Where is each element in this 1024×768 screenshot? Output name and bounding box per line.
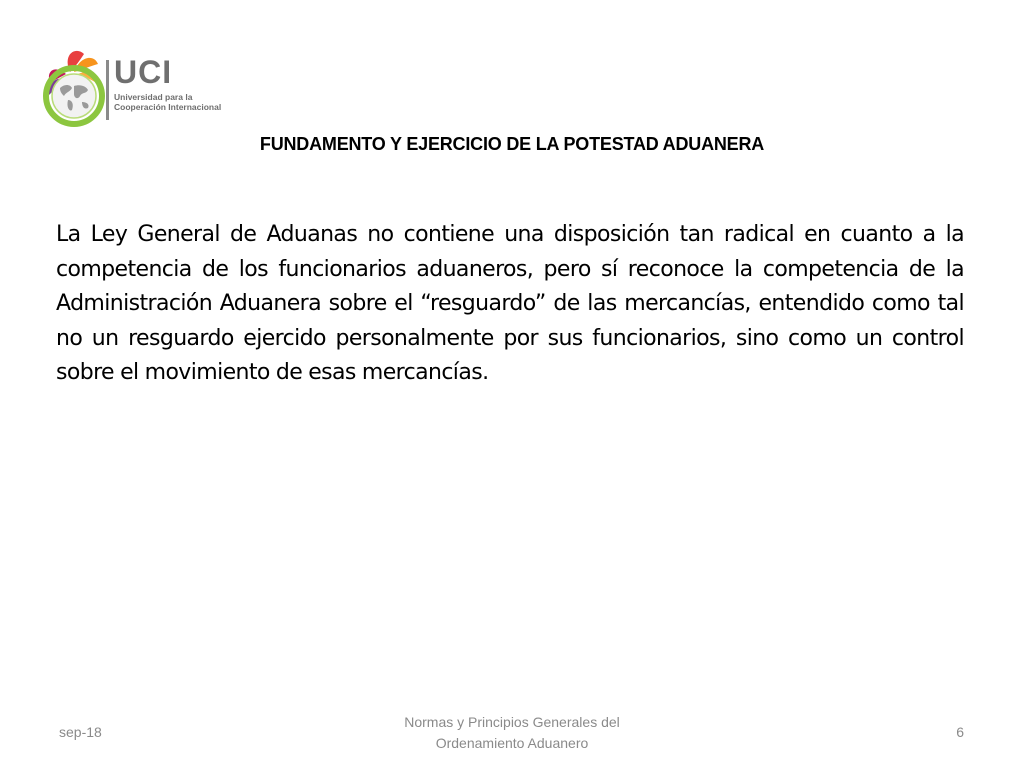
page-number: 6 [956, 724, 964, 740]
logo-line-1: Universidad para la [114, 92, 193, 102]
globe-swirl-icon [40, 42, 112, 128]
footer-date: sep-18 [59, 724, 102, 740]
slide-body: La Ley General de Aduanas no contiene una disposición tan radical en cuanto a la competencia de los funcionarios aduaneros, pero sí reconoce la competencia de la Administración Aduanera sobre el “resguardo” de las mercancías, entendido como tal no un resguardo ejercido personalmente por sus funcionarios, sino como un control sobre el movimiento de esas mercancías. [56, 222, 964, 385]
footer-title-line-1: Normas y Principios Generales del [404, 714, 620, 730]
slide-title: FUNDAMENTO Y EJERCICIO DE LA POTESTAD ADUANERA [259, 134, 765, 154]
logo-line-2: Cooperación Internacional [114, 102, 222, 112]
footer-title [362, 712, 662, 754]
logo-acronym: UCI [114, 54, 173, 90]
uci-logo [40, 42, 220, 128]
footer-title-line-2: Ordenamiento Aduanero [435, 735, 589, 751]
logo-text [114, 56, 221, 112]
